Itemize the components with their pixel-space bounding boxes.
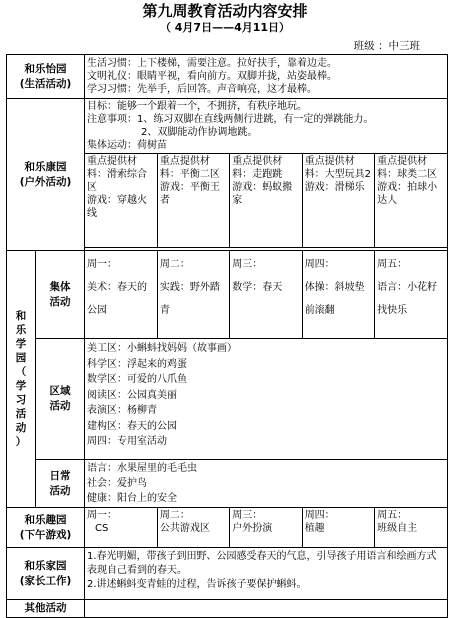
home-label-sub: (家长工作) xyxy=(19,574,72,587)
outdoor-label-sub: (户外活动) xyxy=(19,175,72,188)
outdoor-game: 游戏：拍球小达人 xyxy=(377,182,438,206)
fun-day-content: 户外扮演 xyxy=(232,523,273,534)
life-line: 文明礼仪：眼睛平视，看向前方。双脚并拢，站姿最棒。 xyxy=(87,71,338,82)
group-day-content: 数学：春天 xyxy=(232,282,283,293)
learning-label xyxy=(7,251,36,508)
fun-day-content: 公共游戏区 xyxy=(159,523,210,534)
outdoor-materials: 重点提供材料：球类二区 xyxy=(377,156,438,180)
page-title: 第九周教育活动内容安排 xyxy=(142,2,308,20)
home-content xyxy=(85,548,448,600)
fun-day xyxy=(375,508,447,547)
group-activity-label xyxy=(36,251,85,339)
fun-day-label: 周二： xyxy=(159,510,190,521)
outdoor-materials: 重点提供材料：平衡二区 xyxy=(159,156,220,180)
area-activity-label xyxy=(36,339,85,460)
daily-activity-content xyxy=(85,460,448,508)
fun-day-content: 班级自主 xyxy=(377,523,418,534)
fun-day-label: 周四： xyxy=(304,510,335,521)
fun-label-title: 和乐趣园 xyxy=(24,513,67,526)
group-day-content: 美术：春天的公园 xyxy=(87,282,148,316)
group-day-label: 周三： xyxy=(232,259,263,270)
outdoor-notes: 2、双脚能动作协调地跳。 xyxy=(141,127,258,138)
area-item: 建构区：春天的公园 xyxy=(87,420,178,432)
area-item: 美工区：小蝌蚪找妈妈（故事画） xyxy=(87,343,238,354)
outdoor-day xyxy=(157,154,229,248)
fun-day xyxy=(230,508,302,547)
area-item: 周四：专用室活动 xyxy=(87,436,168,447)
outdoor-materials: 重点提供材料：大型玩具2 xyxy=(304,156,372,180)
group-day-label: 周五： xyxy=(377,259,408,270)
outdoor-materials: 重点提供材料：走跑跳 xyxy=(232,156,283,180)
outdoor-notes: 注意事项：1、练习双脚在直线两侧行进跳，有一定的弹跳能力。 xyxy=(87,114,374,125)
outdoor-label-title: 和乐康园 xyxy=(24,160,67,173)
group-day xyxy=(302,251,374,338)
outdoor-materials: 重点提供材料：滑索综合区 xyxy=(87,156,148,193)
group-activity-content xyxy=(85,251,448,339)
fun-content xyxy=(85,508,448,548)
area-item: 数学区：可爱的八爪鱼 xyxy=(87,374,188,385)
outdoor-game: 游戏：穿越火线 xyxy=(87,195,148,219)
group-day-content: 实践：野外踏青 xyxy=(159,282,220,316)
fun-days xyxy=(85,508,447,547)
life-label-title: 和乐怡园 xyxy=(24,62,67,75)
group-day xyxy=(375,251,447,338)
group-day-label: 周四： xyxy=(304,259,335,270)
fun-row xyxy=(7,508,448,548)
life-line: 学习习惯：先举手，后回答。声音响亮，这才最棒。 xyxy=(87,84,318,95)
fun-day-content: 植趣 xyxy=(304,523,325,534)
daily-activity-label-1: 日常 xyxy=(49,469,71,482)
learning-label-char: 园 xyxy=(15,352,27,364)
outdoor-days xyxy=(85,153,447,248)
learning-label-char: 活 xyxy=(15,408,27,420)
fun-day-content: CS xyxy=(95,523,109,534)
daily-activity-label xyxy=(36,460,85,508)
daily-activity-row xyxy=(7,460,448,508)
fun-day xyxy=(302,508,374,547)
daily-item: 语言：水果屋里的毛毛虫 xyxy=(87,463,198,474)
life-label-sub: (生活活动) xyxy=(19,77,72,90)
group-day xyxy=(85,251,157,338)
learning-label-char: 习 xyxy=(15,394,27,406)
area-activity-label-2: 活动 xyxy=(49,400,71,412)
group-day-content: 体操：斜坡垫前滚翻 xyxy=(304,282,365,316)
learning-label-char: 学 xyxy=(15,338,27,350)
area-activity-content xyxy=(85,339,448,460)
area-item: 阅读区：公园真美丽 xyxy=(87,389,178,401)
outdoor-day xyxy=(85,154,157,248)
daily-activity-label-2: 活动 xyxy=(49,484,71,497)
group-day-content: 语言：小花籽找快乐 xyxy=(377,282,438,316)
learning-label-char: （ xyxy=(15,366,27,378)
life-content xyxy=(85,55,448,99)
learning-label-char: 学 xyxy=(15,380,27,392)
fun-label-sub: (下午游戏) xyxy=(19,528,72,541)
fun-label xyxy=(7,508,85,548)
area-activity-row xyxy=(7,339,448,460)
learning-label-char: 动 xyxy=(15,422,27,434)
outdoor-game: 游戏：滑梯乐 xyxy=(304,182,365,193)
learning-label-char: 乐 xyxy=(15,324,27,336)
learning-label-char: 和 xyxy=(15,310,27,322)
outdoor-goal: 目标：能够一个跟着一个，不拥挤，有秩序地玩。 xyxy=(87,101,308,112)
fun-day-label: 周五： xyxy=(377,510,408,521)
group-day-label: 周二： xyxy=(159,259,190,270)
area-activity-label-1: 区域 xyxy=(49,385,71,397)
home-item: 1.春光明媚，带孩子到田野、公园感受春天的气息，引导孩子用语言和绘画方式表现自己看到的春天。 xyxy=(87,551,437,576)
outdoor-day xyxy=(375,154,447,248)
group-day xyxy=(157,251,229,338)
group-activity-row xyxy=(7,251,448,339)
date-range: （ 4月7日——4月11日） xyxy=(159,21,291,34)
area-item: 科学区：浮起来的鸡蛋 xyxy=(87,358,188,370)
home-item: 2.讲述蝌蚪变青蛙的过程，告诉孩子要保护蝌蚪。 xyxy=(87,579,307,590)
class-label: 班级 ：中三班 xyxy=(353,40,420,52)
fun-day xyxy=(157,508,229,547)
outdoor-content xyxy=(85,99,448,251)
life-row xyxy=(7,55,448,99)
home-label xyxy=(7,548,85,600)
other-label: 其他活动 xyxy=(7,600,85,618)
outdoor-label xyxy=(7,99,85,251)
area-item: 表演区：杨柳青 xyxy=(87,405,158,416)
fun-day xyxy=(85,508,157,547)
outdoor-day xyxy=(302,154,374,248)
home-row xyxy=(7,548,448,600)
other-content xyxy=(85,600,448,618)
group-activity-days xyxy=(85,251,447,338)
daily-item: 健康：阳台上的安全 xyxy=(87,493,178,504)
outdoor-row xyxy=(7,99,448,251)
outdoor-group-sport: 集体运动：荷树苗 xyxy=(87,140,168,151)
group-day xyxy=(230,251,302,338)
group-activity-label-2: 活动 xyxy=(49,295,71,308)
outdoor-game: 游戏：平衡王者 xyxy=(159,182,220,206)
learning-label-char: ） xyxy=(15,436,27,448)
group-activity-label-1: 集体 xyxy=(49,280,71,293)
outdoor-game: 游戏：蚂蚁搬家 xyxy=(232,182,293,206)
outdoor-day xyxy=(230,154,302,248)
fun-day-label: 周一： xyxy=(87,510,118,521)
group-day-label: 周一： xyxy=(87,259,118,270)
daily-item: 社会：爱护鸟 xyxy=(87,478,148,489)
schedule-table xyxy=(6,54,448,618)
life-label xyxy=(7,55,85,99)
home-label-title: 和乐家园 xyxy=(24,559,67,572)
other-row xyxy=(7,600,448,618)
fun-day-label: 周三： xyxy=(232,510,263,521)
life-line: 生活习惯：上下楼梯，需要注意。拉好扶手，靠着边走。 xyxy=(87,58,338,69)
